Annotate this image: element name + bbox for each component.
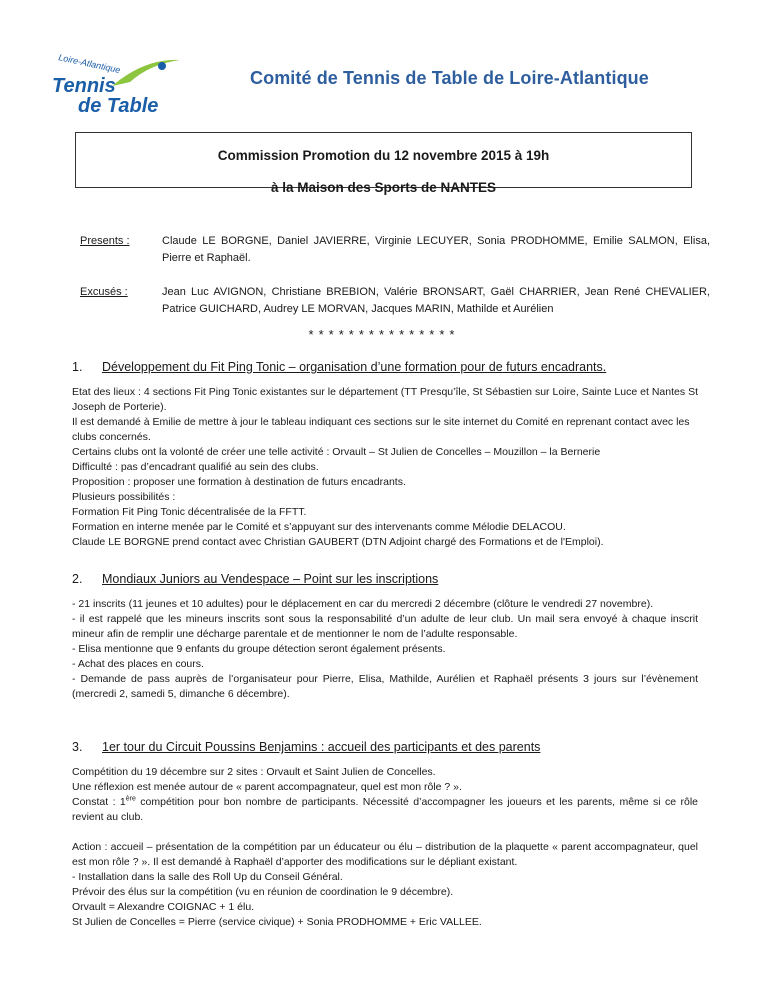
paragraph: - Demande de pass auprès de l’organisateur pour Pierre, Elisa, Mathilde, Aurélien et Raphaël présents 3 jours sur l’évènement (mercredi 2, samedi 5, dimanche 6 décembre). bbox=[72, 673, 698, 700]
section-2-body bbox=[72, 597, 698, 702]
logo-ball-icon bbox=[158, 62, 166, 70]
section-number: 3. bbox=[72, 740, 83, 754]
paragraph: Orvault = Alexandre COIGNAC + 1 élu. bbox=[72, 901, 255, 913]
paragraph: Formation en interne menée par le Comité et s’appuyant sur des intervenants comme Mélodie DELACOU. bbox=[72, 521, 566, 533]
paragraph: Compétition du 19 décembre sur 2 sites : Orvault et Saint Julien de Concelles. bbox=[72, 766, 436, 778]
logo-region-text: Loire-Atlantique bbox=[57, 52, 122, 76]
present-names: Claude LE BORGNE, Daniel JAVIERRE, Virginie LECUYER, Sonia PRODHOMME, Emilie SALMON, Elisa, Pierre et Raphaël. bbox=[162, 235, 710, 264]
separator-stars: *************** bbox=[308, 327, 460, 342]
section-title-text: Développement du Fit Ping Tonic – organisation d’une formation pour de futurs encadrants. bbox=[102, 360, 607, 374]
paragraph: - Achat des places en cours. bbox=[72, 658, 204, 670]
paragraph: Il est demandé à Emilie de mettre à jour le tableau indiquant ces sections sur le site internet du Comité en reprenant contact avec les clubs concernés. bbox=[72, 416, 690, 443]
paragraph: Etat des lieux : 4 sections Fit Ping Tonic existantes sur le département (TT Presqu’île, St Sébastien sur Loire, Sainte Luce et Nantes St Joseph de Porterie). bbox=[72, 386, 698, 413]
section-2-title bbox=[72, 572, 438, 586]
paragraph: - il est rappelé que les mineurs inscrits sont sous la responsabilité d’un adulte de leur club. Un mail sera envoyé à chaque inscrit mineur afin de remplir une décharge parentale et de mentionner le nom de l’adulte responsable. bbox=[72, 613, 698, 640]
section-1-title bbox=[72, 360, 606, 374]
paragraph: Plusieurs possibilités : bbox=[72, 491, 176, 503]
paragraph: Action : accueil – présentation de la compétition par un éducateur ou élu – distribution de la plaquette « parent accompagnateur, quel est mon rôle ? ». Il est demandé à Raphaël d’apporter des modifications sur le dépliant existant. bbox=[72, 841, 698, 868]
meeting-header-box bbox=[75, 132, 692, 195]
paragraph: Proposition : proposer une formation à destination de futurs encadrants. bbox=[72, 476, 406, 488]
paragraph: - Installation dans la salle des Roll Up du Conseil Général. bbox=[72, 871, 343, 883]
paragraph: - Elisa mentionne que 9 enfants du groupe détection seront également présents. bbox=[72, 643, 446, 655]
meeting-title: Commission Promotion du 12 novembre 2015 à 19h bbox=[217, 148, 550, 163]
paragraph: Prévoir des élus sur la compétition (vu en réunion de coordination le 9 décembre). bbox=[72, 886, 454, 898]
logo-word-tennis: Tennis bbox=[52, 75, 116, 97]
section-1-body bbox=[72, 385, 698, 550]
excused-names: Jean Luc AVIGNON, Christiane BREBION, Valérie BRONSART, Gaël CHARRIER, Jean René CHEVALIER, Patrice GUICHARD, Audrey LE MORVAN, Jacques MARIN, Mathilde et Aurélien bbox=[162, 286, 710, 315]
excused-label: Excusés : bbox=[80, 286, 128, 298]
spacer bbox=[72, 825, 698, 840]
paragraph: Une réflexion est menée autour de « parent accompagnateur, quel est mon rôle ? ». bbox=[72, 781, 462, 793]
organization-title: Comité de Tennis de Table de Loire-Atlantique bbox=[250, 68, 649, 88]
logo-word-de-table: de Table bbox=[78, 95, 159, 117]
section-number: 1. bbox=[72, 360, 83, 374]
paragraph: Claude LE BORGNE prend contact avec Christian GAUBERT (DTN Adjoint chargé des Formations et de l'Emploi). bbox=[72, 536, 604, 548]
paragraph-constat: Constat : 1ère compétition pour bon nombre de participants. Nécessité d’accompagner les joueurs et les parents, même si ce rôle revient au club. bbox=[72, 795, 698, 823]
section-title-text: Mondiaux Juniors au Vendespace – Point sur les inscriptions bbox=[102, 572, 439, 586]
paragraph: Difficulté : pas d’encadrant qualifié au sein des clubs. bbox=[72, 461, 319, 473]
paragraph: Certains clubs ont la volonté de créer une telle activité : Orvault – St Julien de Concelles – Mouzillon – la Bernerie bbox=[72, 446, 601, 458]
section-number: 2. bbox=[72, 572, 83, 586]
paragraph: St Julien de Concelles = Pierre (service civique) + Sonia PRODHOMME + Eric VALLEE. bbox=[72, 916, 482, 928]
present-label: Presents : bbox=[80, 235, 130, 247]
paragraph: Formation Fit Ping Tonic décentralisée de la FFTT. bbox=[72, 506, 307, 518]
meeting-location: à la Maison des Sports de NANTES bbox=[270, 180, 497, 195]
section-3-title bbox=[72, 740, 540, 754]
section-title-text: 1er tour du Circuit Poussins Benjamins : accueil des participants et des parents bbox=[102, 740, 541, 754]
section-3-body bbox=[72, 765, 698, 930]
logo-green-swoosh bbox=[112, 60, 180, 86]
paragraph: - 21 inscrits (11 jeunes et 10 adultes) pour le déplacement en car du mercredi 2 décembre (clôture le vendredi 27 novembre). bbox=[72, 598, 654, 610]
tennis-de-table-logo bbox=[50, 48, 185, 118]
